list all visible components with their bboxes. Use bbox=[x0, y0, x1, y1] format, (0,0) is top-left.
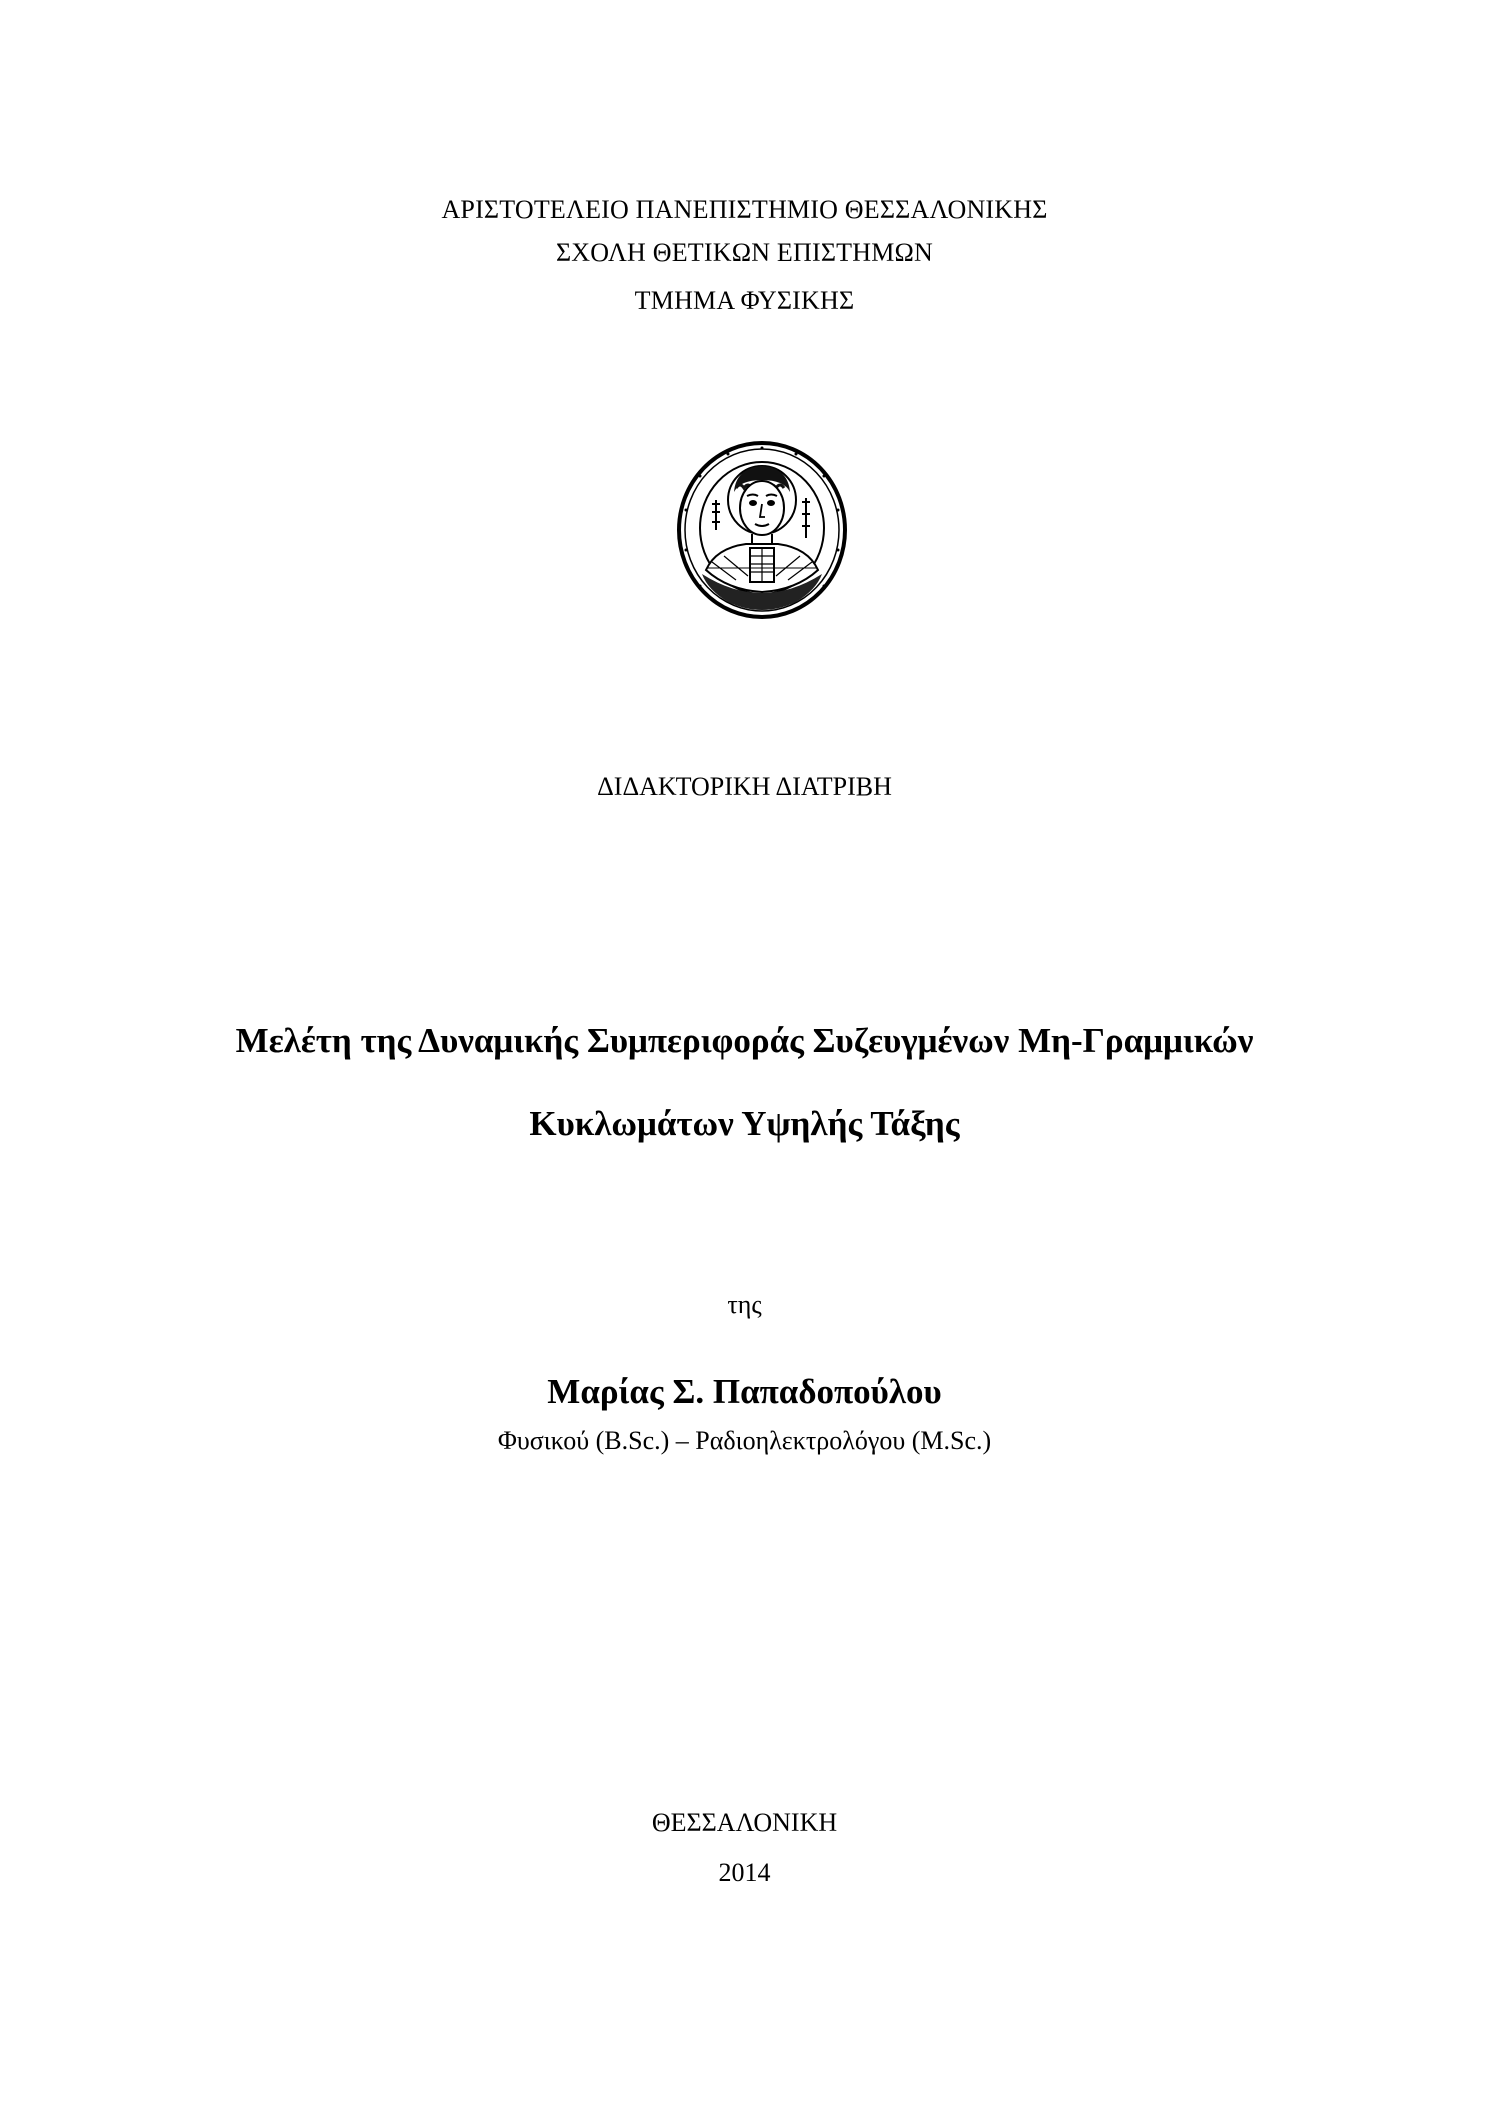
school-name: ΣΧΟΛΗ ΘΕΤΙΚΩΝ ΕΠΙΣΤΗΜΩΝ bbox=[555, 238, 934, 267]
byline: της bbox=[727, 1290, 762, 1319]
university-seal-icon bbox=[676, 440, 849, 620]
year: 2014 bbox=[718, 1858, 771, 1887]
thesis-title-line-2: Κυκλωμάτων Υψηλής Τάξης bbox=[529, 1104, 960, 1143]
university-name: ΑΡΙΣΤΟΤΕΛΕΙΟ ΠΑΝΕΠΙΣΤΗΜΙΟ ΘΕΣΣΑΛΟΝΙΚΗΣ bbox=[441, 195, 1048, 224]
thesis-title-line-1: Μελέτη της Δυναμικής Συμπεριφοράς Συζευγμένων Μη-Γραμμικών bbox=[235, 1021, 1254, 1060]
author-name: Μαρίας Σ. Παπαδοπούλου bbox=[547, 1372, 942, 1411]
city: ΘΕΣΣΑΛΟΝΙΚΗ bbox=[651, 1808, 838, 1837]
author-degrees: Φυσικού (B.Sc.) – Ραδιοηλεκτρολόγου (M.Sc.) bbox=[497, 1426, 992, 1455]
department-name: ΤΜΗΜΑ ΦΥΣΙΚΗΣ bbox=[634, 286, 855, 315]
document-type: ΔΙΔΑΚΤΟΡΙΚΗ ΔΙΑΤΡΙΒΗ bbox=[597, 772, 892, 801]
